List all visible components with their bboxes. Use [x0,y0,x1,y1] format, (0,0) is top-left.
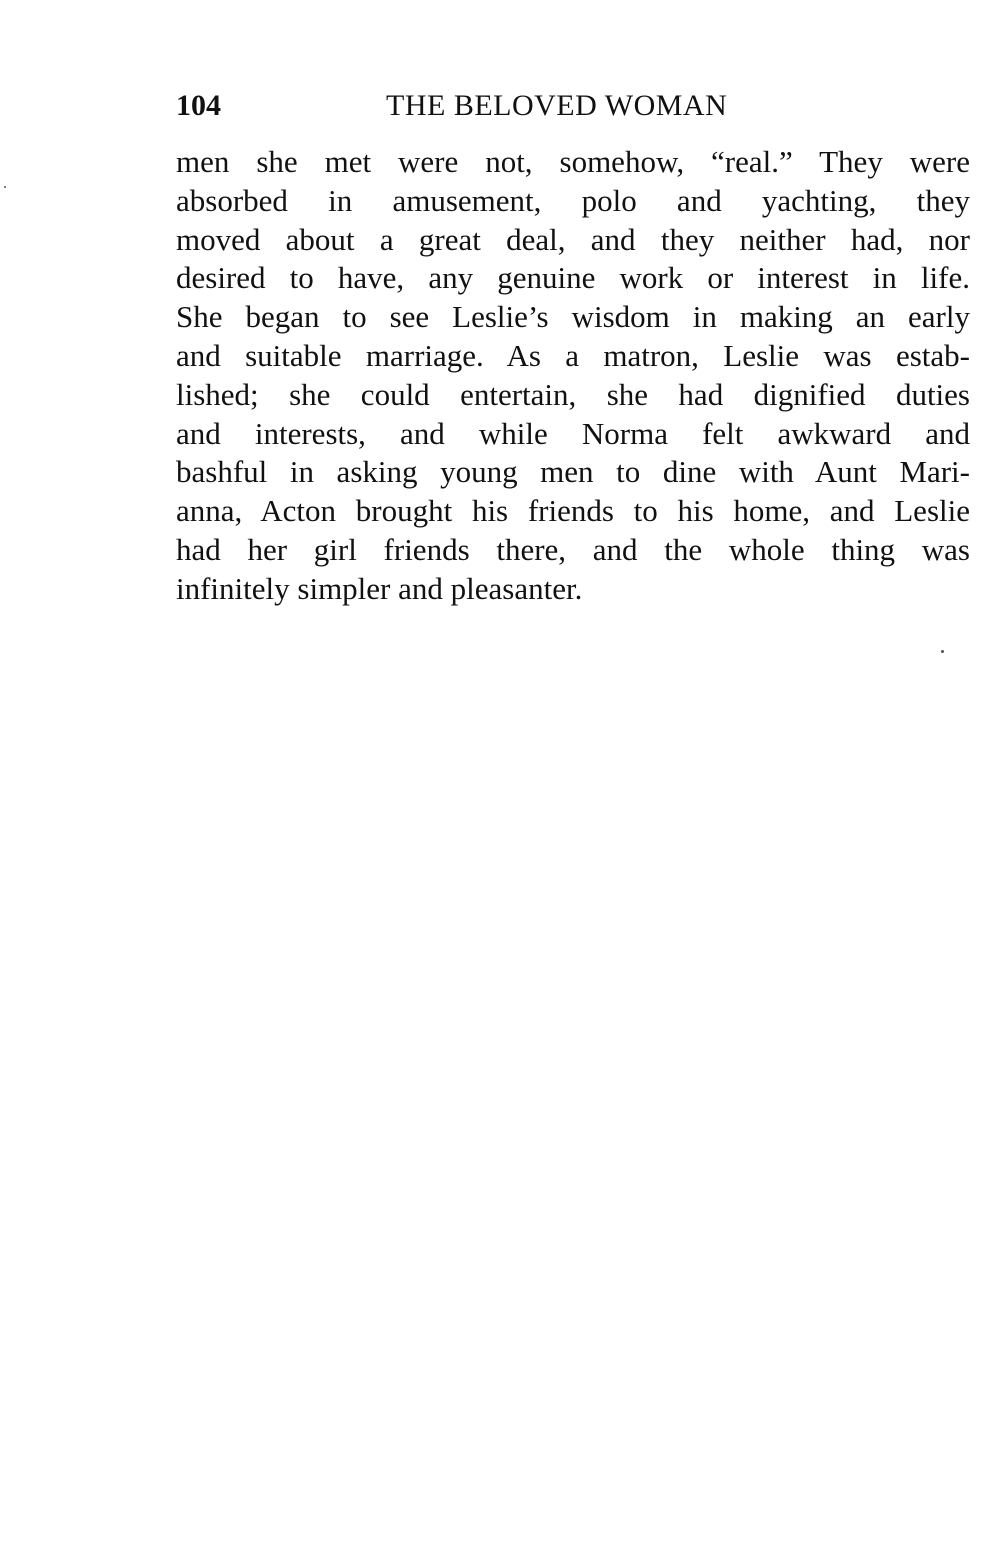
scan-speck [4,186,6,188]
text-line: and interests, and while Norma felt awkward and [176,415,970,451]
text-line: absorbed in amusement, polo and yachting, they [176,182,970,218]
running-head [176,84,970,128]
text-line: lished; she could entertain, she had dignified duties [176,376,970,412]
text-line: anna, Acton brought his friends to his home, and Leslie [176,493,970,529]
text-line: moved about a great deal, and they neither had, nor [176,221,970,257]
text-line: men she met were not, somehow, “real.” They were [176,144,970,179]
text-line: had her girl friends there, and the whole thing was [176,531,970,567]
text-line: and suitable marriage. As a matron, Leslie was estab- [176,337,970,373]
text-line: infinitely simpler and pleasanter. [176,570,583,606]
page-number: 104 [176,89,221,122]
text-line: She began to see Leslie’s wisdom in making an early [176,299,970,335]
scan-speck [941,650,944,653]
text-line: bashful in asking young men to dine with Aunt Mari- [176,454,970,490]
text-line: desired to have, any genuine work or interest in life. [176,260,970,296]
body-paragraph [176,143,970,609]
running-title: THE BELOVED WOMAN [386,89,728,122]
